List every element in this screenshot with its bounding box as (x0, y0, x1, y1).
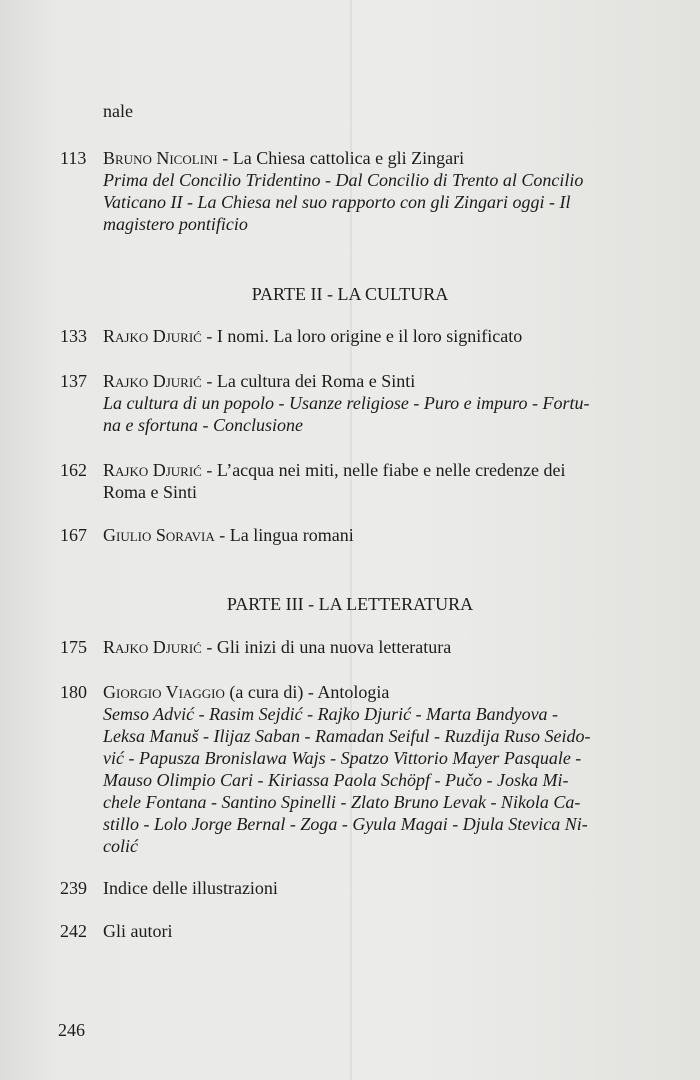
entry-subtitle: La cultura di un popolo - Usanze religiose - Puro e impuro - Fortu- (103, 393, 590, 413)
entry-subtitle: vić - Papusza Bronislawa Wajs - Spatzo Vittorio Mayer Pasquale - (103, 748, 582, 768)
page-number: 167 (60, 525, 87, 545)
continuation-text: nale (103, 101, 133, 121)
folio-page-number: 246 (58, 1020, 85, 1040)
entry-subtitle: chele Fontana - Santino Spinelli - Zlato Bruno Levak - Nikola Ca- (103, 792, 581, 812)
entry-subtitle: colić (103, 836, 138, 856)
page-number: 180 (60, 682, 87, 702)
page-number: 162 (60, 460, 87, 480)
entry-subtitle: Semso Advić - Rasim Sejdić - Rajko Djurić - Marta Bandyova - (103, 704, 559, 724)
entry-title: - La Chiesa cattolica e gli Zingari (217, 148, 465, 168)
part-heading: PARTE II - LA CULTURA (251, 284, 449, 304)
part-heading: PARTE III - LA LETTERATURA (226, 594, 474, 614)
entry-title-cont: Roma e Sinti (103, 482, 197, 502)
entry-subtitle: stillo - Lolo Jorge Bernal - Zoga - Gyula Magai - Djula Stevica Ni- (103, 814, 588, 834)
entry-title: - La lingua romani (214, 525, 354, 545)
author: Rajko Djurić (103, 637, 202, 657)
entry-subtitle: Vaticano II - La Chiesa nel suo rapporto con gli Zingari oggi - Il (103, 192, 571, 212)
entry-title: Gli autori (103, 921, 173, 941)
author: Rajko Djurić (103, 460, 202, 480)
entry-subtitle: Mauso Olimpio Cari - Kiriassa Paola Schöpf - Pučo - Joska Mi- (103, 770, 569, 790)
page-number: 242 (60, 921, 87, 941)
entry-title: - La cultura dei Roma e Sinti (201, 371, 416, 391)
page-number: 175 (60, 637, 87, 657)
entry-title: Indice delle illustrazioni (103, 878, 278, 898)
page-number: 133 (60, 326, 87, 346)
entry-title: - I nomi. La loro origine e il loro significato (201, 326, 523, 346)
entry-title: - L’acqua nei miti, nelle fiabe e nelle credenze dei (201, 460, 566, 480)
entry-subtitle: magistero pontificio (103, 214, 248, 234)
page-number: 113 (60, 148, 87, 168)
author: Rajko Djurić (103, 371, 202, 391)
author: Giorgio Viaggio (103, 682, 225, 702)
entry-subtitle: Leksa Manuš - Ilijaz Saban - Ramadan Seiful - Ruzdija Ruso Seido- (103, 726, 591, 746)
page-number: 239 (60, 878, 87, 898)
entry-subtitle: Prima del Concilio Tridentino - Dal Concilio di Trento al Concilio (103, 170, 584, 190)
entry-subtitle: na e sfortuna - Conclusione (103, 415, 303, 435)
author: Bruno Nicolini (103, 148, 218, 168)
entry-title: - Gli inizi di una nuova letteratura (201, 637, 452, 657)
entry-title: (a cura di) - Antologia (224, 682, 390, 702)
page-number: 137 (60, 371, 87, 391)
author: Giulio Soravia (103, 525, 215, 545)
author: Rajko Djurić (103, 326, 202, 346)
